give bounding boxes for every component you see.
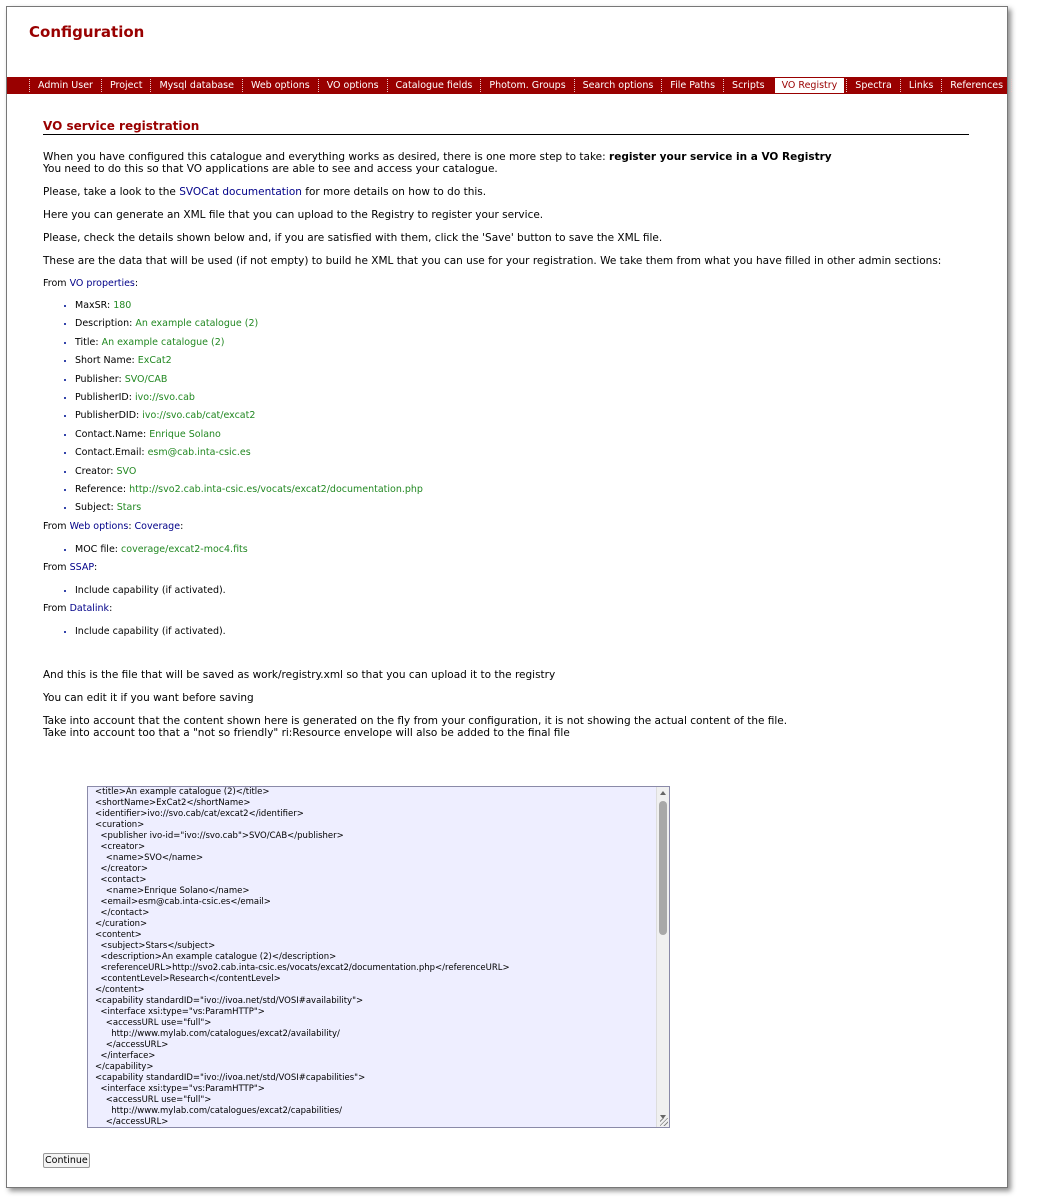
list-item: PublisherID: ivo://svo.cab bbox=[63, 392, 969, 410]
ssap-list bbox=[43, 585, 969, 603]
datalink-link[interactable]: Datalink bbox=[69, 603, 110, 615]
nav-spectra[interactable]: Spectra bbox=[846, 79, 900, 92]
list-item: Subject: Stars bbox=[63, 502, 969, 520]
intro-line-2: You need to do this so that VO applications are able to see and access your catalogue. bbox=[43, 163, 498, 175]
coverage-link[interactable]: Coverage bbox=[134, 520, 181, 532]
xml-scrollbar[interactable] bbox=[656, 787, 669, 1127]
list-item: Creator: SVO bbox=[63, 466, 969, 484]
list-item: PublisherDID: ivo://svo.cab/cat/excat2 bbox=[63, 410, 969, 428]
web-options-list bbox=[43, 544, 969, 562]
section-title: VO service registration bbox=[43, 119, 969, 135]
account-note-1: Take into account that the content shown here is generated on the fly from your configuration, it is not showing the actual content of the file. bbox=[43, 714, 788, 727]
xml-editor-textarea[interactable] bbox=[87, 786, 670, 1128]
list-item: Publisher: SVO/CAB bbox=[63, 374, 969, 392]
list-item: Reference: http://svo2.cab.inta-csic.es/vocats/excat2/documentation.php bbox=[63, 484, 969, 502]
account-note-2: Take into account too that a "not so friendly" ri:Resource envelope will also be added to the final file bbox=[43, 726, 570, 739]
vo-properties-link[interactable]: VO properties bbox=[69, 278, 135, 289]
nav-search-options[interactable]: Search options bbox=[574, 79, 662, 92]
scroll-up-icon[interactable] bbox=[660, 791, 666, 795]
ssap-link[interactable]: SSAP bbox=[69, 562, 95, 574]
nav-file-paths[interactable]: File Paths bbox=[661, 79, 723, 92]
list-item: Include capability (if activated). bbox=[63, 626, 969, 644]
svocat-doc-link[interactable]: SVOCat documentation bbox=[179, 186, 302, 198]
list-item: Short Name: ExCat2 bbox=[63, 355, 969, 373]
list-item: Title: An example catalogue (2) bbox=[63, 337, 969, 355]
generate-paragraph: Here you can generate an XML file that you can upload to the Registry to register your service. bbox=[43, 209, 544, 221]
continue-button[interactable]: Continue bbox=[45, 1155, 88, 1166]
app-window bbox=[6, 6, 1053, 1188]
check-paragraph: Please, check the details shown below and, if you are satisfied with them, click the 'Save' button to save the XML file. bbox=[43, 232, 663, 244]
from-web-options: From Web options: Coverage: bbox=[43, 520, 184, 532]
intro-line-1: When you have configured this catalogue and everything works as desired, there is one more step to take: register your service in a VO Registry bbox=[43, 151, 832, 163]
nav-catalogue-fields[interactable]: Catalogue fields bbox=[387, 79, 481, 92]
scroll-thumb[interactable] bbox=[659, 801, 667, 935]
nav-logout[interactable]: Logout bbox=[1011, 79, 1061, 92]
resize-handle-icon[interactable] bbox=[660, 1118, 668, 1126]
list-item: MOC file: coverage/excat2-moc4.fits bbox=[63, 544, 969, 562]
doc-paragraph: Please, take a look to the SVOCat documentation for more details on how to do this. bbox=[43, 186, 487, 198]
main-content bbox=[43, 119, 969, 1166]
nav-vo-options[interactable]: VO options bbox=[318, 79, 387, 92]
nav-admin-user[interactable]: Admin User bbox=[29, 79, 101, 92]
nav-mysql-database[interactable]: Mysql database bbox=[150, 79, 242, 92]
main-nav bbox=[7, 77, 1053, 94]
nav-references[interactable]: References bbox=[941, 79, 1011, 92]
nav-scripts[interactable]: Scripts bbox=[723, 79, 773, 92]
nav-web-options[interactable]: Web options bbox=[242, 79, 318, 92]
file-edit-note: You can edit it if you want before saving bbox=[43, 691, 254, 704]
list-item: Contact.Email: esm@cab.inta-csic.es bbox=[63, 447, 969, 465]
data-used-paragraph: These are the data that will be used (if not empty) to build he XML that you can use for your registration. We take them from what you have filled in other admin sections: bbox=[43, 255, 942, 267]
nav-project[interactable]: Project bbox=[101, 79, 151, 92]
web-options-link[interactable]: Web options bbox=[69, 520, 129, 532]
page-title: Configuration bbox=[29, 23, 145, 41]
datalink-list bbox=[43, 626, 969, 644]
nav-vo-registry[interactable]: VO Registry bbox=[775, 78, 845, 93]
from-datalink: From Datalink: bbox=[43, 603, 113, 615]
file-saved-note: And this is the file that will be saved as work/registry.xml so that you can upload it to the registry bbox=[43, 668, 556, 681]
list-item: Description: An example catalogue (2) bbox=[63, 318, 969, 336]
list-item: MaxSR: 180 bbox=[63, 300, 969, 318]
nav-links[interactable]: Links bbox=[900, 79, 941, 92]
vo-properties-list bbox=[43, 300, 969, 521]
from-vo-properties: From VO properties: bbox=[43, 278, 139, 289]
xml-content: <title>An example catalogue (2)</title> <shortName>ExCat2</shortName> <identifier>ivo://svo.cab/cat/excat2</identifier> <curation> <publisher ivo-id="ivo://svo.cab">SVO/CAB</publisher> <creator> <name>SVO</name> </creator> <contact> <name>Enrique Solano</name> <email>esm@cab.inta-csic.es</email> </contact> </curation> <content> <subject>Stars</subject> <description>An example catalogue (2)</description> <referenceURL>http://svo2.cab.inta-csic.es/vocats/excat2/documentation.php</referenceURL> <contentLevel>Research</contentLevel> </content> <capability standardID="ivo://ivoa.net/std/VOSI#availability"> <interface xsi:type="vs:ParamHTTP"> <accessURL use="full"> http://www.mylab.com/catalogues/excat2/availability/ </accessURL> </interface> </capability> <capability standardID="ivo://ivoa.net/std/VOSI#capabilities"> <interface xsi:type="vs:ParamHTTP"> <accessURL use="full"> http://www.mylab.com/catalogues/excat2/capabilities/ </accessURL> bbox=[95, 787, 510, 1127]
list-item: Include capability (if activated). bbox=[63, 585, 969, 603]
nav-photom-groups[interactable]: Photom. Groups bbox=[480, 79, 573, 92]
list-item: Contact.Name: Enrique Solano bbox=[63, 429, 969, 447]
from-ssap: From SSAP: bbox=[43, 562, 98, 574]
